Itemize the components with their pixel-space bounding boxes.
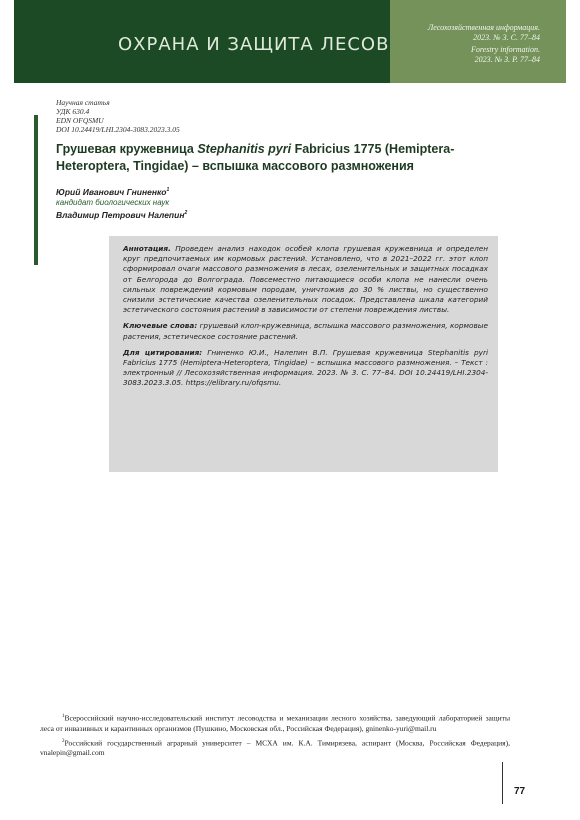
footnotes xyxy=(40,712,510,758)
keywords-paragraph xyxy=(123,321,488,341)
footnote-1-text: Всероссийский научно-исследовательский институт лесоводства и механизации лесного хозяйства, заведующий лабораторией защиты леса от инвазивных и карантинных организмов (Пушкино, Московская обл., Российская Федерация), gninenko-yuri@mail.ru xyxy=(40,713,510,733)
doi: DOI 10.24419/LHI.2304-3083.2023.3.05 xyxy=(56,125,180,134)
page-number-rule xyxy=(502,762,503,804)
keywords-label: Ключевые слова: xyxy=(123,321,198,331)
journal-reference-ru-line2: 2023. № 3. С. 77–84 xyxy=(473,32,540,42)
author-2 xyxy=(56,210,187,220)
abstract-text: Проведен анализ находок особей клопа грушевая кружевница и определен круг предпочитаемых им кормовых растений. Установлено, что в 2021–2022 гг. этот клоп сформировал очаги массового размножения в лесах, озеленительных и защитных посадках от Белгорода до Волгограда. Повсеместно питающиеся особи клопа не нанесли очень сильных повреждений кормовым породам, уничтожив до 30 % листвы, но существенно снизили эстетические качества озеленительных посадок. Представлена шкала категорий эстетического состояния растений в зависимости от степени повреждения листвы. xyxy=(123,244,488,315)
journal-reference-ru-line1: Лесохозяйственная информация. xyxy=(427,23,540,32)
citation-label: Для цитирования: xyxy=(123,347,203,357)
journal-reference-en-line2: 2023. № 3. P. 77–84 xyxy=(474,54,540,64)
article-meta xyxy=(56,98,180,134)
header-band xyxy=(14,0,390,83)
abstract-box xyxy=(109,236,498,472)
author-1 xyxy=(56,187,169,197)
author-1-sup: 1 xyxy=(166,187,170,194)
author-1-degree: кандидат биологических наук xyxy=(56,198,170,207)
journal-reference-ru xyxy=(428,23,540,42)
keywords-text: грушевый клоп-кружевница, вспышка массового размножения, кормовые растения, эстетическое состояние растений. xyxy=(123,321,488,341)
footnote-2-sup: 2 xyxy=(62,738,65,744)
abstract-paragraph xyxy=(123,244,488,315)
article-title xyxy=(56,141,476,175)
accent-bar xyxy=(34,115,38,265)
author-2-sup: 2 xyxy=(184,210,188,217)
article-type: Научная статья xyxy=(56,98,110,107)
abstract-label: Аннотация. xyxy=(123,244,171,253)
page-number: 77 xyxy=(514,786,526,797)
journal-reference-panel xyxy=(390,0,566,83)
footnote-2 xyxy=(40,737,510,759)
section-title: ОХРАНА И ЗАЩИТА ЛЕСОВ xyxy=(118,34,390,55)
edn-code: EDN OFQSMU xyxy=(56,116,104,125)
author-2-name: Владимир Петрович Налепин xyxy=(56,210,185,220)
author-1-name: Юрий Иванович Гниненко xyxy=(56,187,167,197)
citation-text: Гниненко Ю.И., Налепин В.П. Грушевая кружевница Stephanitis pyri Fabricius 1775 (Hemiptera-Heteroptera, Tingidae) – вспышка массового размножения. – Текст : электронный // Лесохозяйственная информация. 2023. № 3. С. 77–84. DOI 10.24419/LHI.2304-3083.2023.3.05. https://elibrary.ru/ofqsmu. xyxy=(123,347,489,388)
citation-paragraph xyxy=(123,348,488,389)
udk-code: УДК 630.4 xyxy=(56,107,90,116)
footnote-1-sup: 1 xyxy=(62,714,65,719)
journal-reference-en-line1: Forestry information. xyxy=(470,45,540,54)
footnote-1 xyxy=(40,712,510,734)
footnote-2-text: Российский государственный аграрный университет – МСХА им. К.А. Тимирязева, аспирант (Москва, Российская Федерация), vnalepin@gmail.com xyxy=(40,738,510,757)
title-species: Stephanitis pyri xyxy=(197,142,292,156)
title-part2: Fabricius 1775 (Hemiptera-Heteroptera, Tingidae) – вспышка массового размножения xyxy=(56,142,455,173)
journal-reference-en xyxy=(471,45,540,64)
title-part1: Грушевая кружевница xyxy=(56,142,198,156)
